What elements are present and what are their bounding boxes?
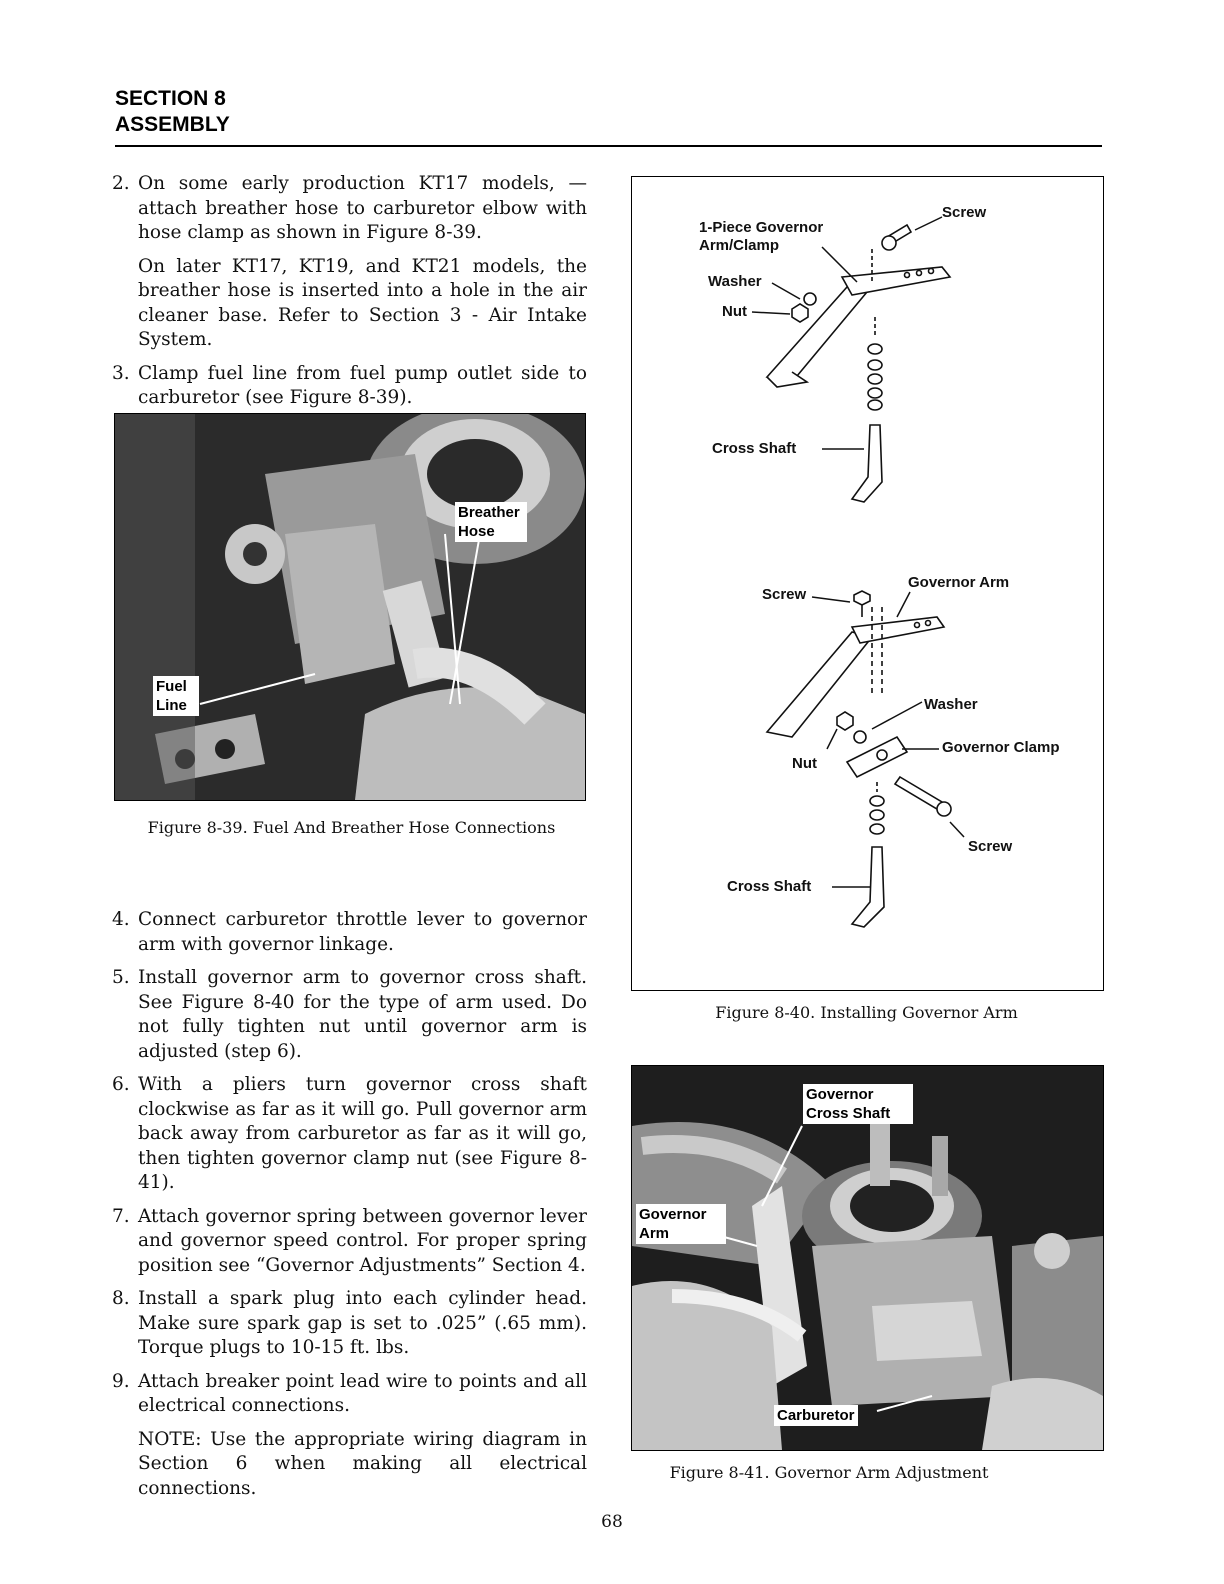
section-header: [115, 86, 230, 138]
label-screw-bottom: Screw: [968, 838, 1013, 855]
step-4: [112, 908, 587, 966]
figure-8-39-caption: Figure 8-39. Fuel And Breather Hose Connections: [147, 818, 556, 837]
step-paragraph: Install a spark plug into each cylinder head. Make sure spark gap is set to .025” (.65 mm). Torque plugs to 10-15 ft. lbs.: [138, 1288, 587, 1358]
callout-governor-arm: Governor Arm: [636, 1204, 726, 1244]
step-2: [112, 172, 587, 362]
label-governor-clamp: Governor Clamp: [942, 739, 1060, 756]
step-paragraph: Install governor arm to governor cross shaft. See Figure 8-40 for the type of arm used. Do not fully tighten nut until governor arm is adjusted (step 6).: [138, 967, 587, 1062]
figure-8-41-caption: Figure 8-41. Governor Arm Adjustment: [669, 1463, 989, 1482]
steps-bottom: [112, 908, 587, 1510]
step-paragraph: Clamp fuel line from fuel pump outlet side to carburetor (see Figure 8-39).: [138, 362, 587, 408]
step-paragraph: With a pliers turn governor cross shaft clockwise as far as it will go. Pull governor arm back away from carburetor as far as it will go, then tighten governor clamp nut (see Figure 8-41).: [138, 1074, 587, 1193]
label-washer-bottom: Washer: [924, 696, 978, 713]
step-number: 3.: [112, 362, 130, 384]
carburetor-photo-illustration: [115, 414, 585, 800]
step-number: 4.: [112, 909, 130, 930]
figure-8-40-caption: Figure 8-40. Installing Governor Arm: [715, 1003, 1018, 1022]
label-nut-top: Nut: [722, 303, 747, 320]
label-arm-clamp: 1-Piece Governor Arm/Clamp: [699, 219, 824, 254]
figure-8-39-photo: [114, 413, 586, 801]
step-paragraph: Attach breaker point lead wire to points and all electrical connections.: [138, 1370, 587, 1416]
figure-8-40-diagram: [631, 176, 1104, 991]
step-paragraph: Connect carburetor throttle lever to governor arm with governor linkage.: [138, 909, 587, 955]
governor-arm-exploded-diagram: [632, 177, 1103, 990]
label-cross-shaft-bottom: Cross Shaft: [727, 878, 812, 895]
step-note: NOTE: Use the appropriate wiring diagram in Section 6 when making all electrical connections.: [138, 1428, 587, 1499]
step-number: 9.: [112, 1370, 130, 1392]
steps-top: [112, 172, 587, 420]
step-9: [112, 1370, 587, 1511]
callout-carburetor: Carburetor: [774, 1405, 858, 1426]
label-cross-shaft-top: Cross Shaft: [712, 440, 797, 457]
callout-breather-hose: Breather Hose: [455, 502, 527, 542]
section-title: ASSEMBLY: [115, 113, 230, 136]
step-number: 5.: [112, 967, 130, 988]
step-number: 8.: [112, 1288, 130, 1309]
label-nut-bottom: Nut: [792, 755, 817, 772]
page-number: 68: [601, 1512, 623, 1532]
step-7: [112, 1205, 587, 1288]
step-6: [112, 1073, 587, 1205]
step-number: 7.: [112, 1205, 130, 1227]
callout-governor-cross-shaft: Governor Cross Shaft: [803, 1084, 913, 1124]
figure-8-41-photo: [631, 1065, 1104, 1451]
label-screw-top: Screw: [942, 204, 987, 221]
label-washer-top: Washer: [708, 273, 762, 290]
step-number: 2.: [112, 173, 130, 194]
section-number: SECTION 8: [115, 87, 226, 110]
step-paragraph: On some early production KT17 models, — attach breather hose to carburetor elbow with hose clamp as shown in Figure 8-39.: [138, 173, 587, 243]
step-number: 6.: [112, 1074, 130, 1095]
step-8: [112, 1287, 587, 1370]
label-governor-arm: Governor Arm: [908, 574, 1010, 591]
step-5: [112, 966, 587, 1073]
callout-fuel-line: Fuel Line: [153, 676, 199, 716]
step-3: [112, 362, 587, 420]
step-paragraph: On later KT17, KT19, and KT21 models, the breather hose is inserted into a hole in the air cleaner base. Refer to Section 3 - Air Intake System.: [138, 255, 587, 350]
header-rule: [115, 145, 1102, 147]
label-screw-bottom-top: Screw: [762, 586, 807, 603]
step-paragraph: Attach governor spring between governor lever and governor speed control. For proper spring position see “Governor Adjustments” Section 4.: [138, 1205, 587, 1276]
